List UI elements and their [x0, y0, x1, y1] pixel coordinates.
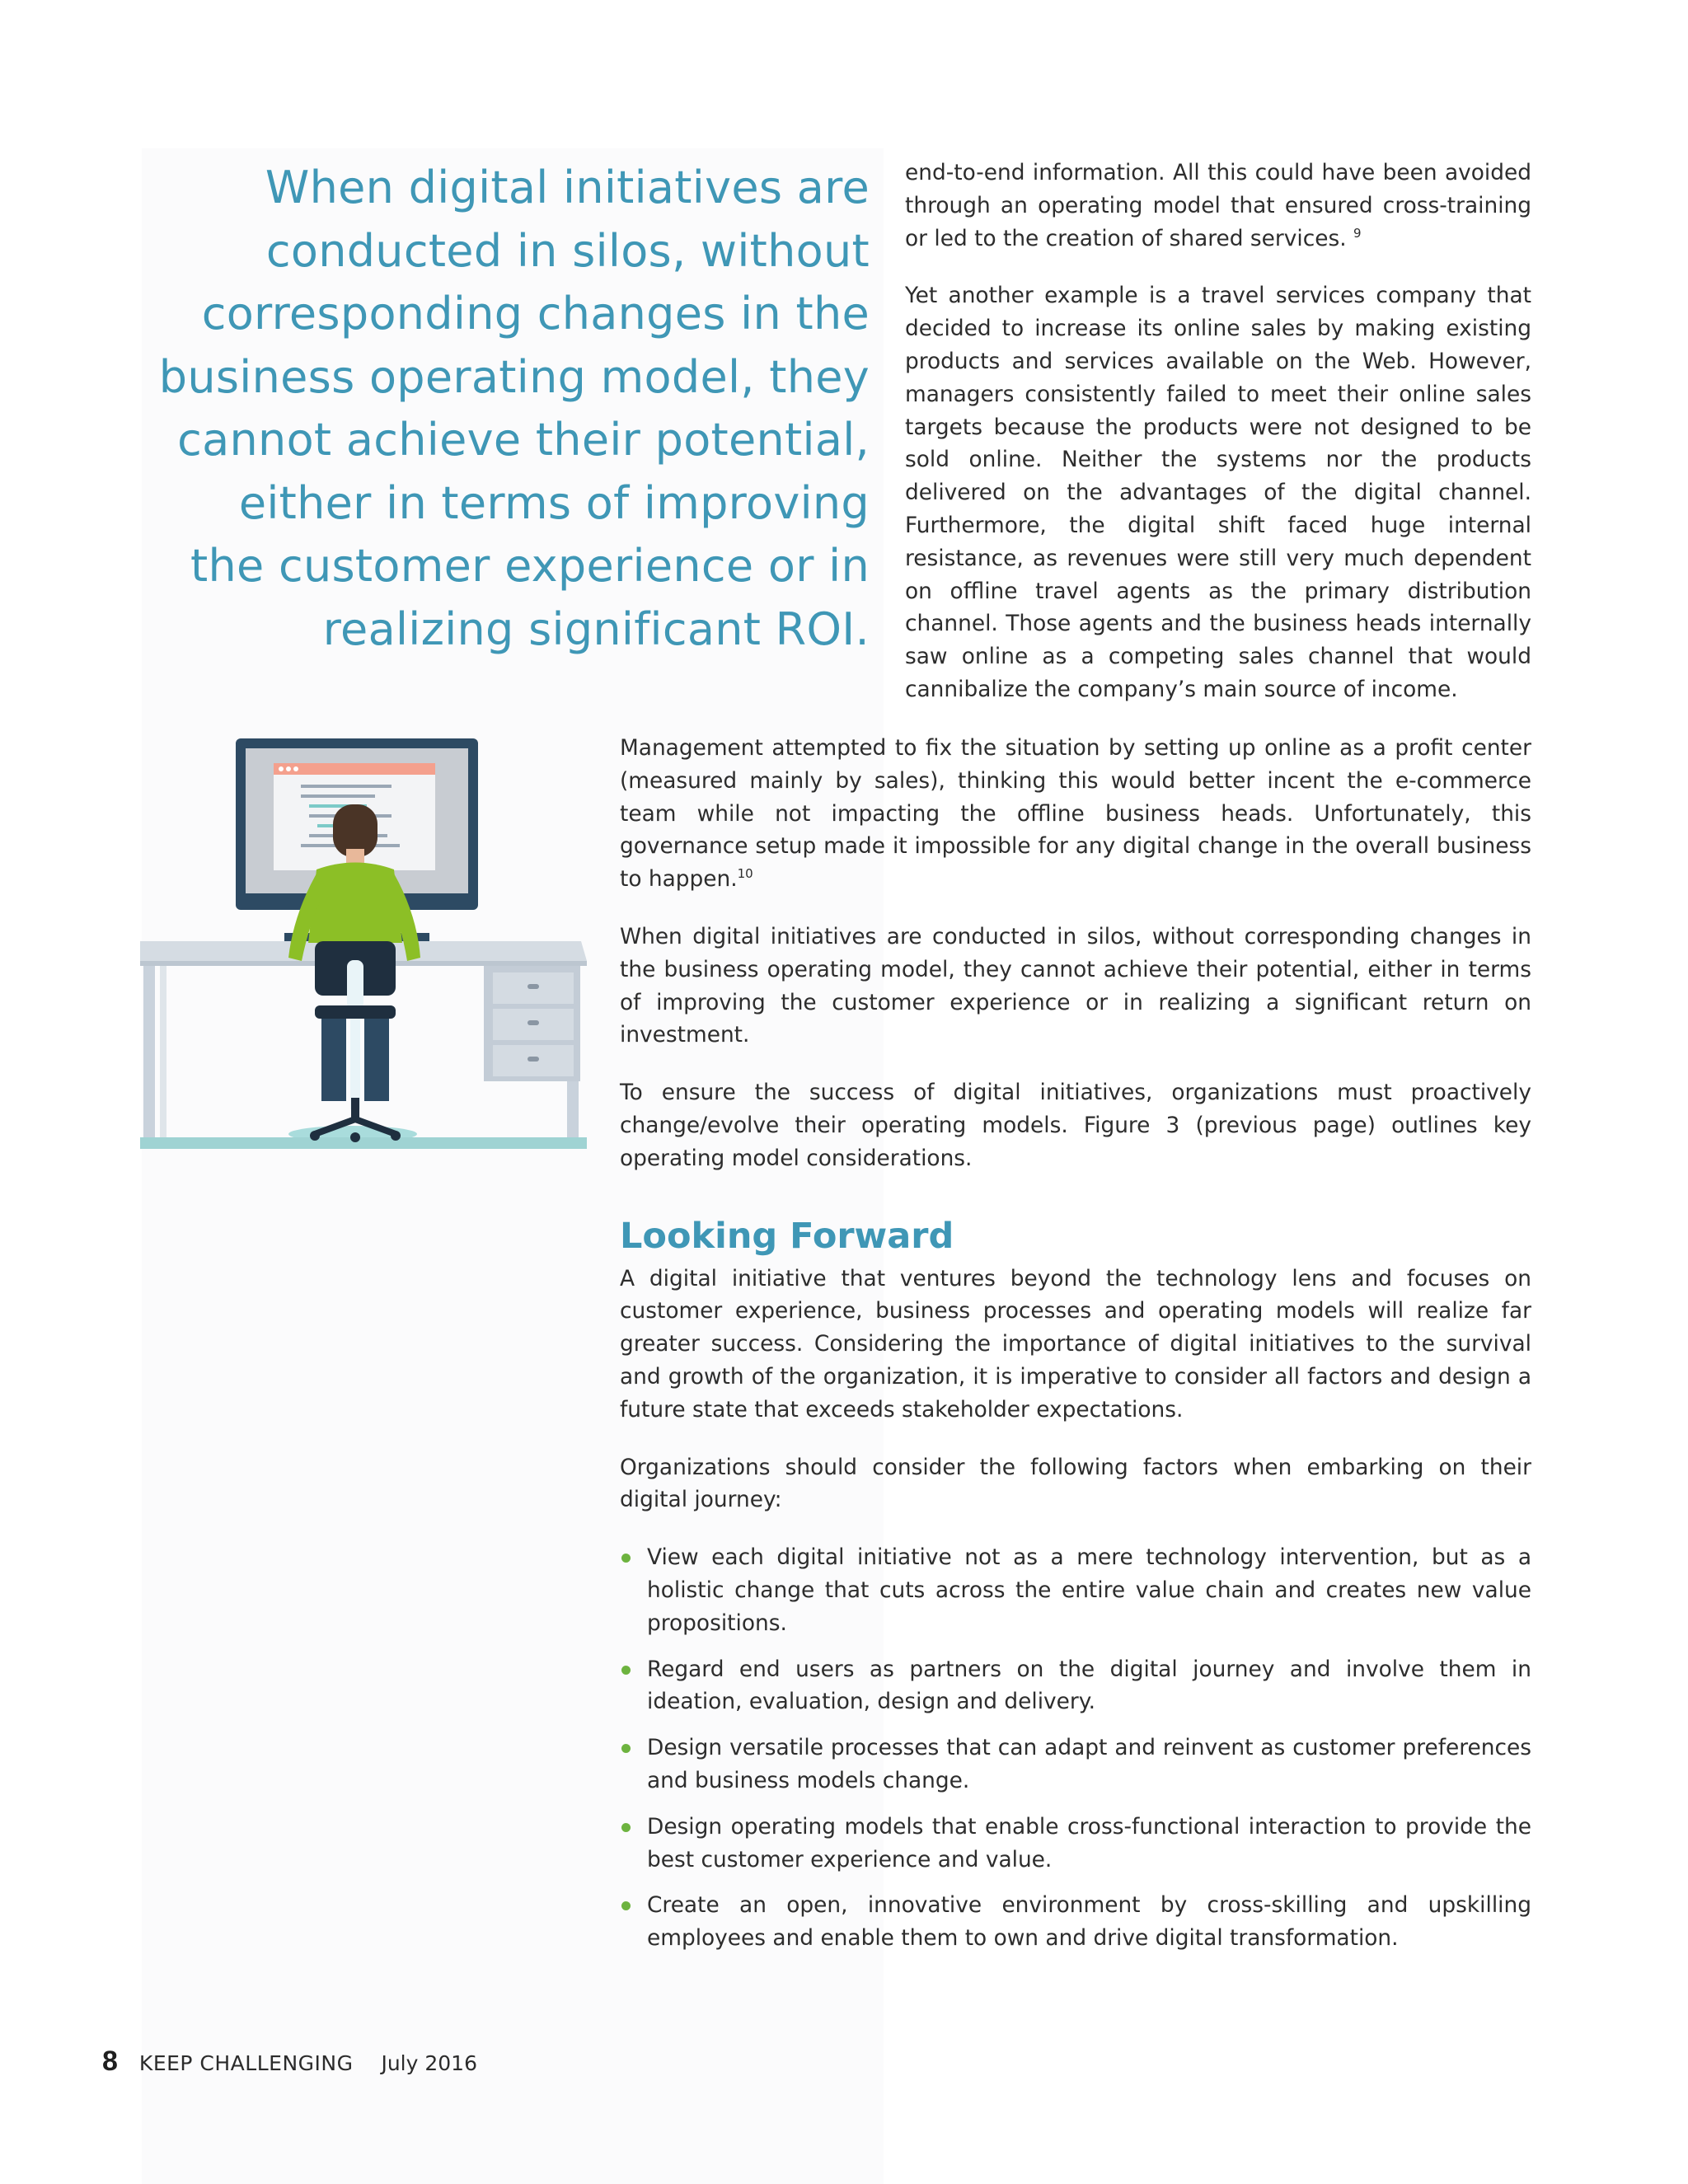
footnote-ref: 9: [1353, 225, 1362, 241]
bullet-icon: [621, 1744, 631, 1753]
pull-quote-line: cannot achieve their potential,: [177, 414, 870, 466]
footnote-ref: 10: [737, 866, 753, 882]
publication-date: July 2016: [381, 2051, 477, 2075]
list-item-text: Design versatile processes that can adapt and reinvent as customer preferences and business models change.: [647, 1735, 1531, 1793]
page-footer: [102, 2046, 477, 2087]
pull-quote-line: either in terms of improving: [238, 476, 870, 529]
pull-quote-line: corresponding changes in the: [201, 288, 870, 340]
list-item: [620, 1889, 1531, 1955]
person-at-desk-icon: [140, 725, 593, 1179]
paragraph: To ensure the success of digital initiatives, organizations must proactively change/evolve their operating models. Figure 3 (previous page) outlines key operating model considerations.: [620, 1080, 1531, 1171]
list-item-text: Regard end users as partners on the digital journey and involve them in ideation, evaluation, design and delivery.: [647, 1656, 1531, 1715]
paragraph-text: Management attempted to fix the situation by setting up online as a profit center (measured mainly by sales), thinking this would better incent the e-commerce team while not impacting the offline business heads. Unfortunately, this governance setup made it impossible for any digital change in the overall business to happen.: [620, 735, 1531, 893]
bullet-icon: [621, 1554, 631, 1563]
paragraph: When digital initiatives are conducted in silos, without corresponding changes in the business operating model, they cannot achieve their potential, either in terms of improving the customer experience or in realizing a significant return on investment.: [620, 923, 1531, 1048]
list-item-text: Create an open, innovative environment by cross-skilling and upskilling employees and enable them to own and drive digital transformation.: [647, 1892, 1531, 1952]
bullet-icon: [621, 1666, 631, 1675]
list-item: [620, 1653, 1531, 1719]
list-item: [620, 1811, 1531, 1877]
page-number: 8: [102, 2046, 118, 2077]
publication-name: KEEP CHALLENGING: [138, 2051, 354, 2075]
paragraph-text: end-to-end information. All this could have been avoided through an operating model that ensured cross-training or led to the creation of shared services.: [905, 160, 1531, 251]
bullet-icon: [621, 1901, 631, 1910]
list-item: [620, 1541, 1531, 1639]
list-item: [620, 1732, 1531, 1797]
bullet-list: [620, 1541, 1531, 1955]
pull-quote: [148, 157, 870, 661]
list-item-text: Design operating models that enable cross-functional interaction to provide the best customer experience and value.: [647, 1813, 1531, 1872]
pull-quote-line: conducted in silos, without: [265, 224, 870, 277]
paragraph: [620, 732, 1531, 896]
bullet-icon: [621, 1823, 631, 1832]
paragraph: A digital initiative that ventures beyond the technology lens and focuses on customer experience, business processes and operating models will realize far greater success. Considering the importance of digital initiatives to the survival and growth of the organization, it is imperative to consider all factors and design a future state that exceeds stakeholder expectations.: [620, 1265, 1531, 1422]
right-column: [905, 157, 1531, 706]
list-item-text: View each digital initiative not as a mere technology intervention, but as a holistic change that cuts across the entire value chain and creates new value propositions.: [647, 1544, 1531, 1636]
pull-quote-line: When digital initiatives are: [265, 162, 870, 213]
pull-quote-line: business operating model, they: [158, 350, 870, 403]
paragraph: Yet another example is a travel services company that decided to increase its online sales by making existing products and services available on the Web. However, managers consistently failed to meet their online sales targets because the products were not designed to be sold online. Neither the systems nor the products delivered on the advantages of the digital channel. Furthermore, the digital shift faced huge internal resistance, as revenues were still very much dependent on offline travel agents as the primary distribution channel. Those agents and the business heads internally saw online as a competing sales channel that would cannibalize the company’s main source of income.: [905, 283, 1531, 702]
main-column: [620, 732, 1531, 1968]
paragraph: [905, 157, 1531, 255]
pull-quote-line: the customer experience or in: [190, 540, 870, 592]
section-heading: Looking Forward: [620, 1215, 954, 1257]
paragraph: Organizations should consider the following factors when embarking on their digital journey:: [620, 1454, 1531, 1513]
pull-quote-line: realizing significant ROI.: [322, 602, 870, 655]
person-at-desk-illustration: [140, 725, 593, 1179]
